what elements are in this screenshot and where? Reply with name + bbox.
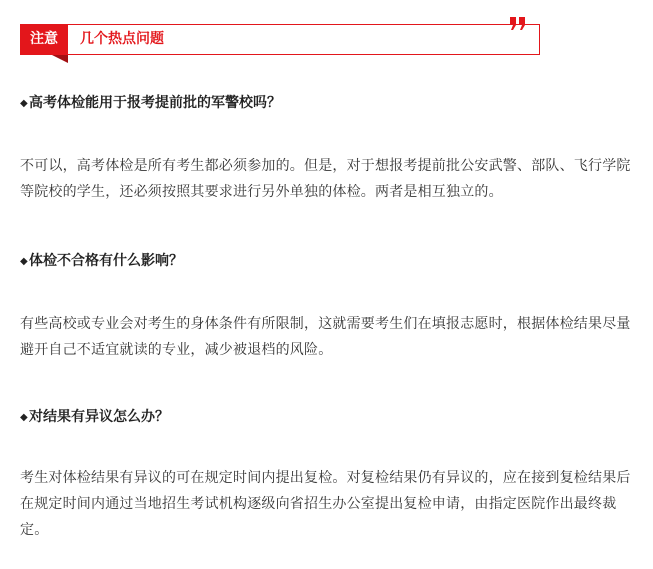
question-heading <box>20 249 183 274</box>
section-title: 几个热点问题 <box>80 31 164 47</box>
question-text: 对结果有异议怎么办？ <box>29 409 169 425</box>
answer-paragraph: 不可以，高考体检是所有考生都必须参加的。但是，对于想报考提前批公安武警、部队、飞行学院等院校的学生，还必须按照其要求进行另外单独的体检。两者是相互独立的。 <box>20 158 631 200</box>
question-text: 体检不合格有什么影响？ <box>29 253 183 269</box>
diamond-bullet-icon: ◆ <box>20 412 28 423</box>
question-heading <box>20 91 281 116</box>
diamond-bullet-icon: ◆ <box>20 256 28 267</box>
banner-frame <box>68 24 540 55</box>
quote-mark-icon <box>509 17 527 35</box>
question-heading <box>20 405 169 430</box>
answer-paragraph: 考生对体检结果有异议的可在规定时间内提出复检。对复检结果仍有异议的，应在接到复检结果后在规定时间内通过当地招生考试机构逐级向省招生办公室提出复检申请，由指定医院作出最终裁定。 <box>20 470 631 538</box>
section-banner <box>20 24 540 55</box>
question-text: 高考体检能用于报考提前批的军警校吗？ <box>29 95 281 111</box>
diamond-bullet-icon: ◆ <box>20 98 28 109</box>
tag-fold-decoration <box>52 55 68 63</box>
answer-paragraph: 有些高校或专业会对考生的身体条件有所限制，这就需要考生们在填报志愿时，根据体检结果尽量避开自己不适宜就读的专业，减少被退档的风险。 <box>20 316 631 358</box>
notice-tag: 注意 <box>20 24 68 55</box>
